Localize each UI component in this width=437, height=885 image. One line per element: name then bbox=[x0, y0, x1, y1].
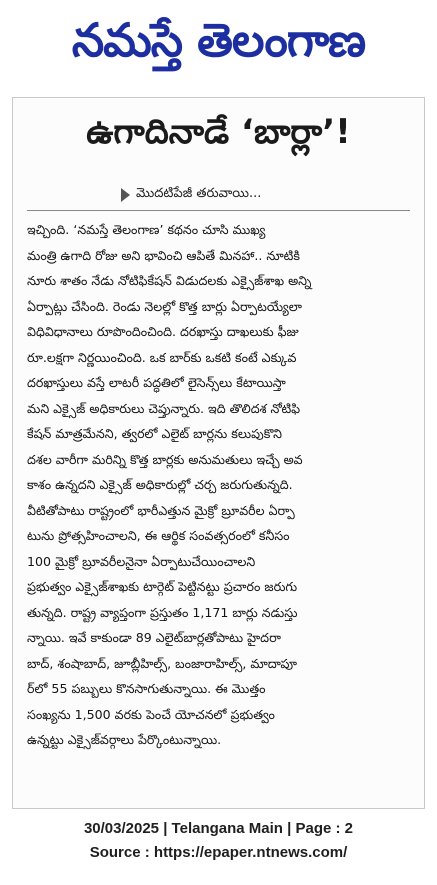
article-body-line: దరఖాస్తులు వస్తే లాటరీ పద్ధతిలో లైసెన్స్‌లు కేటాయిస్తా bbox=[27, 375, 286, 390]
article-body-line: కేషన్ మాత్రమేనని, త్వరలో ఎలైట్ బార్లను కలుపుకొని bbox=[27, 426, 282, 441]
divider bbox=[27, 210, 410, 211]
article-body-line: విధివిధానాలు రూపొందించింది. దరఖాస్తు దాఖలుకు ఫీజు bbox=[27, 324, 299, 339]
article-body-line: టును ప్రోత్సహించాలని, ఈ ఆర్థిక సంవత్సరంలో కనీసం bbox=[27, 528, 290, 543]
article-body-line: వీటితోపాటు రాష్ట్రంలో భారీఎత్తున మైక్రో బ్రూవరీల ఏర్పా bbox=[27, 502, 295, 518]
article-body-line: తున్నది. రాష్ట్ర వ్యాప్తంగా ప్రస్తుతం 1,171 బార్లు నడుస్తు bbox=[27, 604, 298, 620]
article-body-line: మంత్రి ఉగాది రోజు అని భావించి ఆపితే మినహా.. నూటికి bbox=[27, 247, 300, 263]
article-body-line: ఇచ్చింది. ‘నమస్తే తెలంగాణ’ కథనం చూసి ముఖ్య bbox=[27, 222, 266, 237]
article-body-line: బాద్, శంషాబాద్, జూబ్లీహిల్స్, బంజారాహిల్స్, మాదాపూ bbox=[27, 655, 297, 671]
masthead bbox=[0, 0, 437, 92]
article-body-line: కాశం ఉన్నదని ఎక్సైజ్ అధికారుల్లో చర్చ జరుగుతున్నది. bbox=[27, 477, 293, 492]
article-body-line: రూ.లక్షగా నిర్ణయించింది. ఒక బార్‌కు ఒకటి కంటే ఎక్కువ bbox=[27, 349, 297, 365]
article-body-line: దశల వారీగా మరిన్ని కొత్త బార్లకు అనుమతులు ఇచ్చే అవ bbox=[27, 451, 303, 467]
source-footer bbox=[0, 817, 437, 865]
article-body-line: ఉన్నట్టు ఎక్సైజ్‌వర్గాలు పేర్కొంటున్నాయి. bbox=[27, 732, 222, 747]
continuation-marker bbox=[121, 184, 261, 206]
article-body-line: న్నాయి. ఇవే కాకుండా 89 ఎలైట్‌బార్లతోపాటు హైదరా bbox=[27, 630, 281, 645]
article-body-line: నూరు శాతం నేడు నోటిఫికేషన్ విడుదలకు ఎక్సైజ్‌శాఖ అన్ని bbox=[27, 273, 312, 288]
chevron-right-icon bbox=[121, 188, 130, 202]
article-clipping bbox=[12, 97, 425, 809]
continuation-label: మొదటిపేజీ తరువాయి... bbox=[136, 186, 262, 201]
article-headline: ఉగాదినాడే ‘బార్లా’! bbox=[86, 112, 351, 152]
article-body-line: సంఖ్యను 1,500 వరకు పెంచే యోచనలో ప్రభుత్వం bbox=[27, 706, 275, 722]
footer-source: Source : https://epaper.ntnews.com/ bbox=[89, 844, 348, 861]
article-body-line: ఏర్పాట్లు చేసింది. రెండు నెలల్లో కొత్త బార్లు ఏర్పాటయ్యేలా bbox=[27, 298, 302, 314]
article-body-line: మని ఎక్సైజ్ అధికారులు చెప్తున్నారు. ఇది తొలిదశ నోటిఫి bbox=[27, 400, 301, 416]
footer-date-edition: 30/03/2025 | Telangana Main | Page : 2 bbox=[83, 820, 354, 837]
article-body-line: ర్‌లో 55 పబ్బులు కొనసాగుతున్నాయి. ఈ మొత్తం bbox=[27, 681, 266, 696]
article-body bbox=[27, 217, 412, 753]
article-body-line: ప్రభుత్వం ఎక్సైజ్‌శాఖకు టార్గెట్ పెట్టినట్టు ప్రచారం జరుగు bbox=[27, 579, 298, 594]
article-body-line: 100 మైక్రో బ్రూవరీలనైనా ఏర్పాటుచేయించాలని bbox=[27, 553, 256, 569]
newspaper-logo-title: నమస్తే తెలంగాణ bbox=[71, 13, 366, 67]
